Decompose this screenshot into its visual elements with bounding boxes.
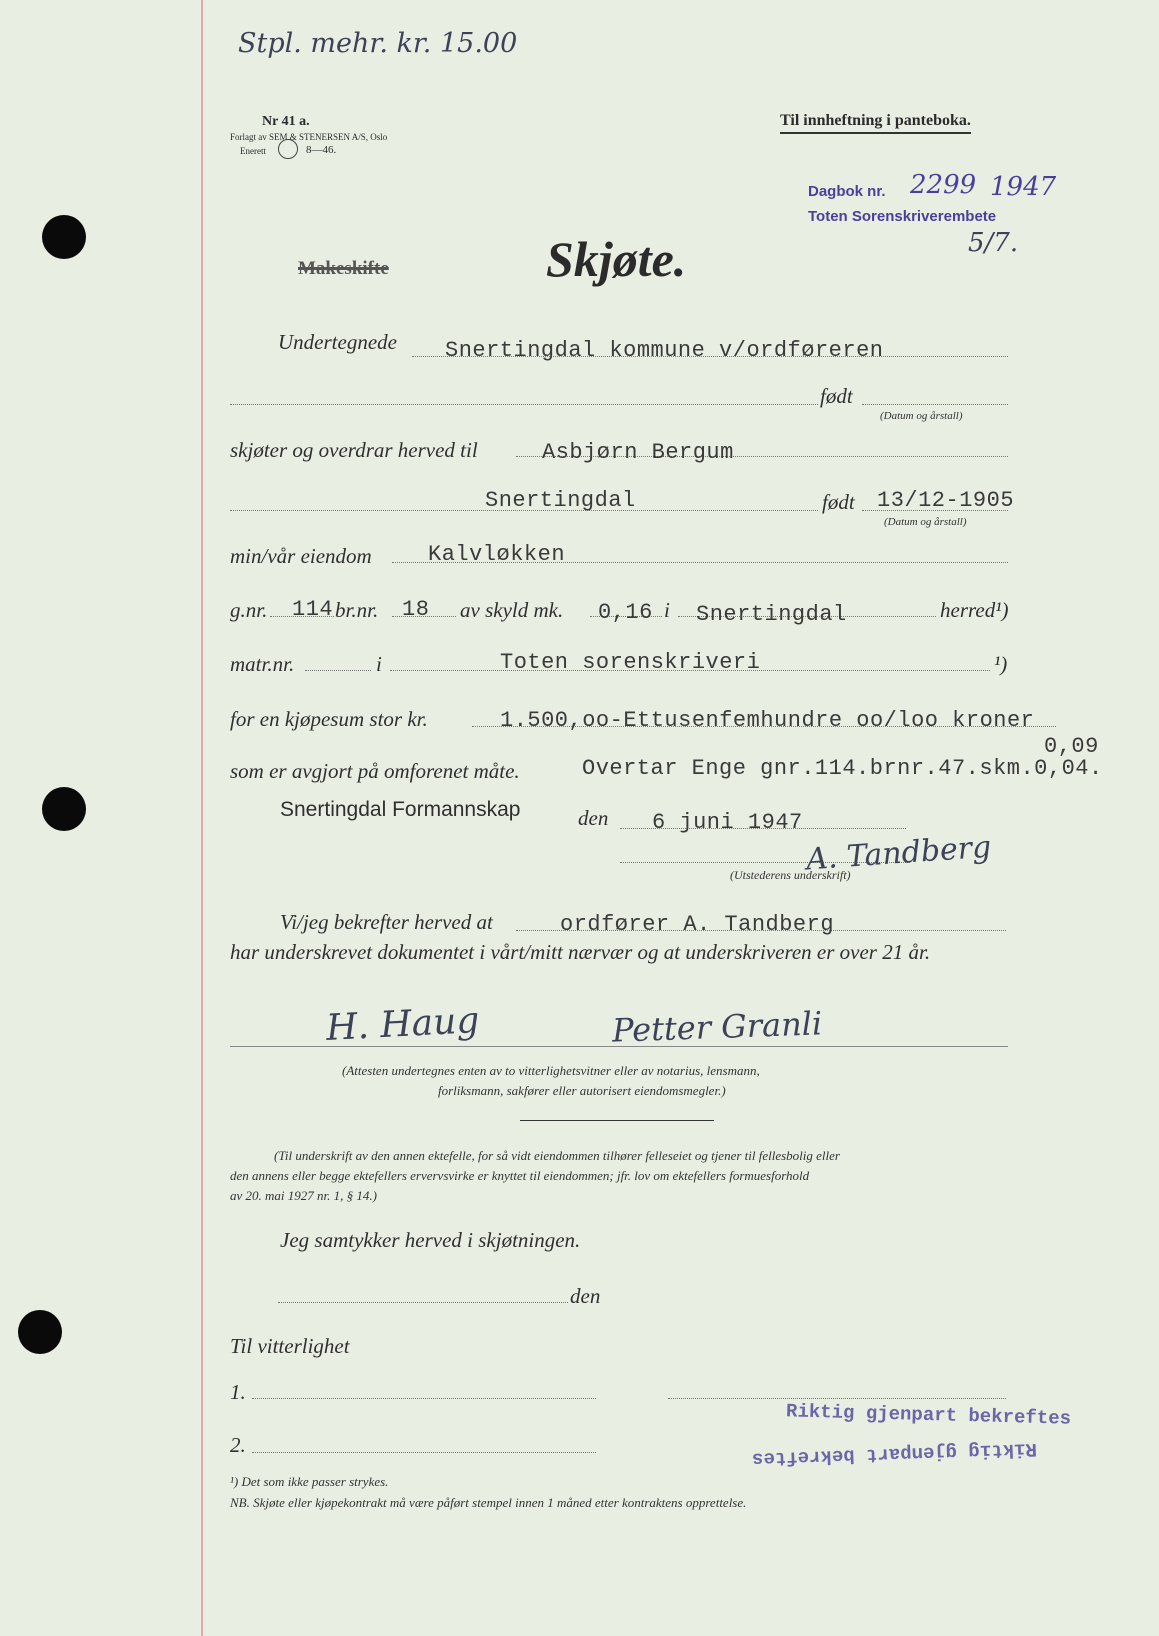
dagbok-label: Dagbok nr. (808, 183, 886, 200)
witness-signature-line (230, 1046, 1008, 1047)
place-stamp: Snertingdal Formannskap (280, 798, 521, 821)
brnr-value: 18 (402, 597, 430, 622)
witness-signature-1: H. Haug (325, 1000, 481, 1049)
avgjort-correction: 0,09 (1044, 734, 1099, 759)
brnr-label: br.nr. (335, 598, 379, 622)
margin-line (201, 0, 203, 1636)
skyld-value: 0,16 (598, 600, 653, 625)
certified-copy-stamp-mirrored: Riktig gjenpart bekreftes (751, 1438, 1038, 1470)
witness-1-number: 1. (230, 1380, 246, 1404)
dagbok-office: Toten Sorenskriverembete (808, 208, 997, 225)
dagbok-number: 2299 (910, 170, 977, 200)
buyer-born: 13/12-1905 (877, 488, 1015, 513)
issuer-signature: A. Tandberg (805, 829, 993, 878)
footer-note-2: NB. Skjøte eller kjøpekontrakt må være påført stempel innen 1 måned etter kontraktens opprettelse. (230, 1495, 747, 1510)
witness-signature-2: Petter Granli (611, 1004, 823, 1050)
consent-text: Jeg samtykker herved i skjøtningen. (280, 1228, 581, 1252)
spouse-note-2: den annens eller begge ektefellers ervervsvirke er knyttet til eiendommen; jfr. lov om ektefellers formuesforhold (230, 1168, 810, 1183)
matr-label: matr.nr. (230, 652, 295, 676)
fodt-label-1: født (820, 384, 853, 408)
fodt-label-2: født (822, 490, 855, 514)
buyer-name: Asbjørn Bergum (542, 440, 734, 465)
i-label: i (664, 598, 670, 622)
gnr-label: g.nr. (230, 598, 268, 622)
undertegnede-value: Snertingdal kommune v/ordføreren (445, 338, 884, 363)
dagbok-date: 5/7. (968, 228, 1019, 258)
avgjort-value: Overtar Enge gnr.114.brnr.47.skm.0,04. (582, 756, 1103, 781)
spouse-note-1: (Til underskrift av den annen ektefelle, for så vidt eiendommen tilhører felleseiet og tjener til fellesbolig eller (274, 1148, 840, 1163)
den-label: den (578, 806, 609, 830)
punch-hole-top (42, 215, 86, 259)
matr-nr-line (305, 670, 371, 671)
matr-value: Toten sorenskriveri (500, 650, 761, 675)
herred-label: herred¹) (940, 598, 1009, 622)
datum-hint-1: (Datum og årstall) (880, 410, 963, 422)
attest-label: Vi/jeg bekrefter herved at (280, 910, 493, 934)
skyld-label: av skyld mk. (460, 598, 564, 622)
fodt-date-line-1 (862, 404, 1008, 405)
herred-value: Snertingdal (696, 602, 847, 627)
date-value: 6 juni 1947 (652, 810, 803, 835)
attest-divider (520, 1120, 714, 1121)
kjopesum-label: for en kjøpesum stor kr. (230, 707, 428, 731)
witness-1-line (252, 1398, 596, 1399)
witness-2-line (252, 1452, 596, 1453)
publisher: Forlagt av SEM & STENERSEN A/S, Oslo (230, 132, 388, 142)
eiendom-label: min/vår eiendom (230, 544, 372, 568)
form-number: Nr 41 a. (262, 114, 310, 129)
witness-2-number: 2. (230, 1433, 246, 1457)
fodt-line-1 (230, 404, 818, 405)
eiendom-value: Kalvløkken (428, 542, 566, 567)
gnr-value: 114 (292, 597, 334, 622)
punch-hole-middle (42, 787, 86, 831)
buyer-place: Snertingdal (485, 488, 636, 513)
vitterlighet-label: Til vitterlighet (230, 1334, 350, 1358)
attest-line-2: har underskrevet dokumentet i vårt/mitt nærvær og at underskriveren er over 21 år. (230, 940, 931, 964)
attest-value: ordfører A. Tandberg (560, 912, 835, 937)
footer-note-1: ¹) Det som ikke passer strykes. (230, 1474, 389, 1489)
handwritten-fee: Stpl. mehr. kr. 15.00 (238, 28, 518, 59)
matr-i-label: i (376, 652, 382, 676)
certified-copy-stamp: Riktig gjenpart bekreftes (785, 1400, 1072, 1430)
witness-1-line-right (668, 1398, 1006, 1399)
attest-note-1: (Attesten undertegnes enten av to vitterlighetsvitner eller av notarius, lensmann, (342, 1063, 760, 1078)
datum-hint-2: (Datum og årstall) (884, 516, 967, 528)
dagbok-year: 1947 (990, 172, 1057, 202)
enerett-label: Enerett (240, 146, 266, 156)
attest-note-2: forliksmann, sakfører eller autorisert eiendomsmegler.) (438, 1083, 726, 1098)
punch-hole-bottom (18, 1310, 62, 1354)
title-struck: Makeskifte (298, 258, 389, 279)
page-title: Skjøte. (546, 231, 687, 287)
publisher-logo (278, 139, 298, 159)
edition-number: 8—46. (306, 144, 337, 156)
spouse-den-label: den (570, 1284, 601, 1308)
filing-note: Til innheftning i panteboka. (780, 112, 971, 134)
spouse-signature-line (278, 1302, 568, 1303)
matr-note: ¹) (994, 652, 1008, 676)
skjoter-label: skjøter og overdrar herved til (230, 438, 478, 462)
avgjort-label: som er avgjort på omforenet måte. (230, 759, 520, 783)
signature-hint: (Utstederens underskrift) (730, 868, 851, 882)
undertegnede-label: Undertegnede (278, 330, 397, 354)
kjopesum-value: 1.500,oo-Ettusenfemhundre oo/loo kroner (500, 708, 1035, 733)
spouse-note-3: av 20. mai 1927 nr. 1, § 14.) (230, 1188, 377, 1203)
